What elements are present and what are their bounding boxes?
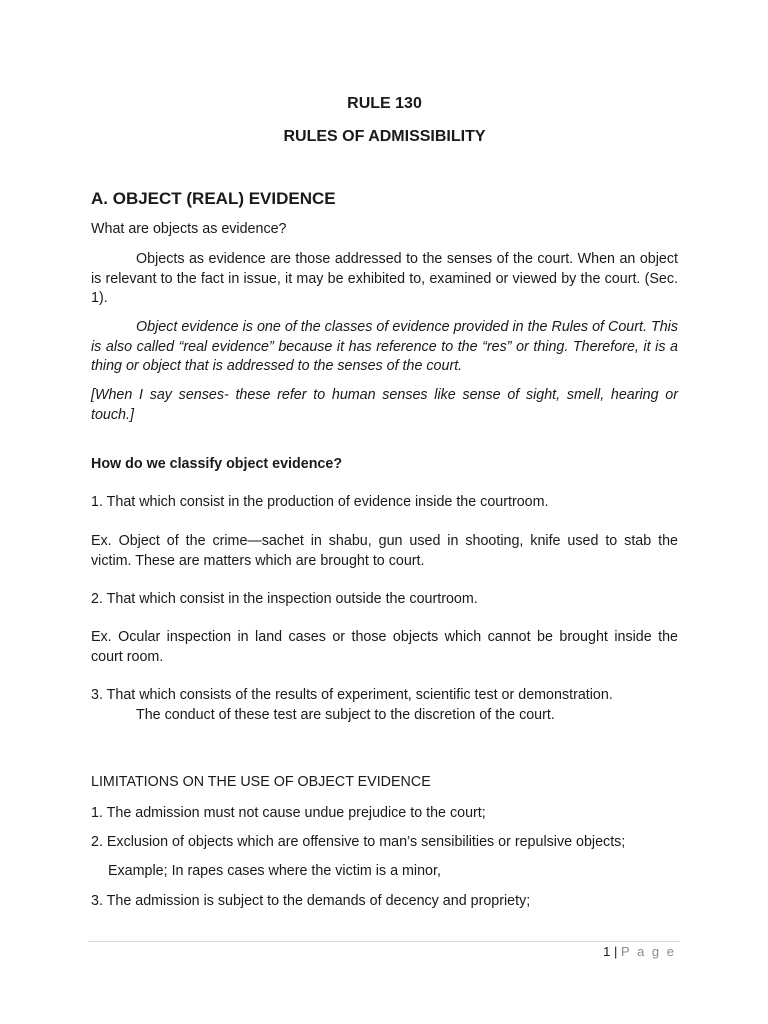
limitations-heading: LIMITATIONS ON THE USE OF OBJECT EVIDENCE xyxy=(91,774,431,790)
classification-item-3-note: The conduct of these test are subject to the discretion of the court. xyxy=(136,707,555,723)
definition-paragraph: Objects as evidence are those addressed to the senses of the court. When an object is relevant to the fact in issue, it may be exhibited to, examined or viewed by the court. (Sec. 1). xyxy=(91,251,678,306)
classification-item-1-example: Ex. Object of the crime—sachet in shabu, gun used in shooting, knife used to stab the victim. These are matters which are brought to court. xyxy=(91,533,678,569)
page-word: P a g e xyxy=(621,944,676,959)
limitation-item-3: 3. The admission is subject to the demands of decency and propriety; xyxy=(91,893,531,909)
classification-item-3: 3. That which consists of the results of experiment, scientific test or demonstration. xyxy=(91,687,613,703)
footer-divider xyxy=(88,941,680,942)
italic-note-paragraph: Object evidence is one of the classes of evidence provided in the Rules of Court. This is also called “real evidence” because it has reference to the “res” or thing. Therefore, it is a thing or object that is addressed to the senses of the court. xyxy=(91,319,678,374)
limitation-item-1: 1. The admission must not cause undue prejudice to the court; xyxy=(91,805,486,821)
question-objects: What are objects as evidence? xyxy=(91,221,287,237)
section-a-heading: A. OBJECT (REAL) EVIDENCE xyxy=(91,189,336,208)
classification-item-2: 2. That which consist in the inspection outside the courtroom. xyxy=(91,591,478,607)
rule-title: RULES OF ADMISSIBILITY xyxy=(283,128,486,145)
classification-heading: How do we classify object evidence? xyxy=(91,456,343,472)
limitation-item-2: 2. Exclusion of objects which are offensive to man’s sensibilities or repulsive objects; xyxy=(91,834,626,850)
page-footer xyxy=(603,944,676,959)
bracket-note-paragraph: [When I say senses- these refer to human senses like sense of sight, smell, hearing or touch.] xyxy=(91,387,678,423)
classification-item-2-example: Ex. Ocular inspection in land cases or those objects which cannot be brought inside the court room. xyxy=(91,629,678,665)
document-page xyxy=(91,0,678,1024)
footer-separator: | xyxy=(614,944,618,959)
classification-item-1: 1. That which consist in the production of evidence inside the courtroom. xyxy=(91,494,549,510)
limitation-item-2-example: Example; In rapes cases where the victim is a minor, xyxy=(108,863,441,879)
rule-number: RULE 130 xyxy=(347,95,422,112)
page-number: 1 xyxy=(603,944,611,959)
